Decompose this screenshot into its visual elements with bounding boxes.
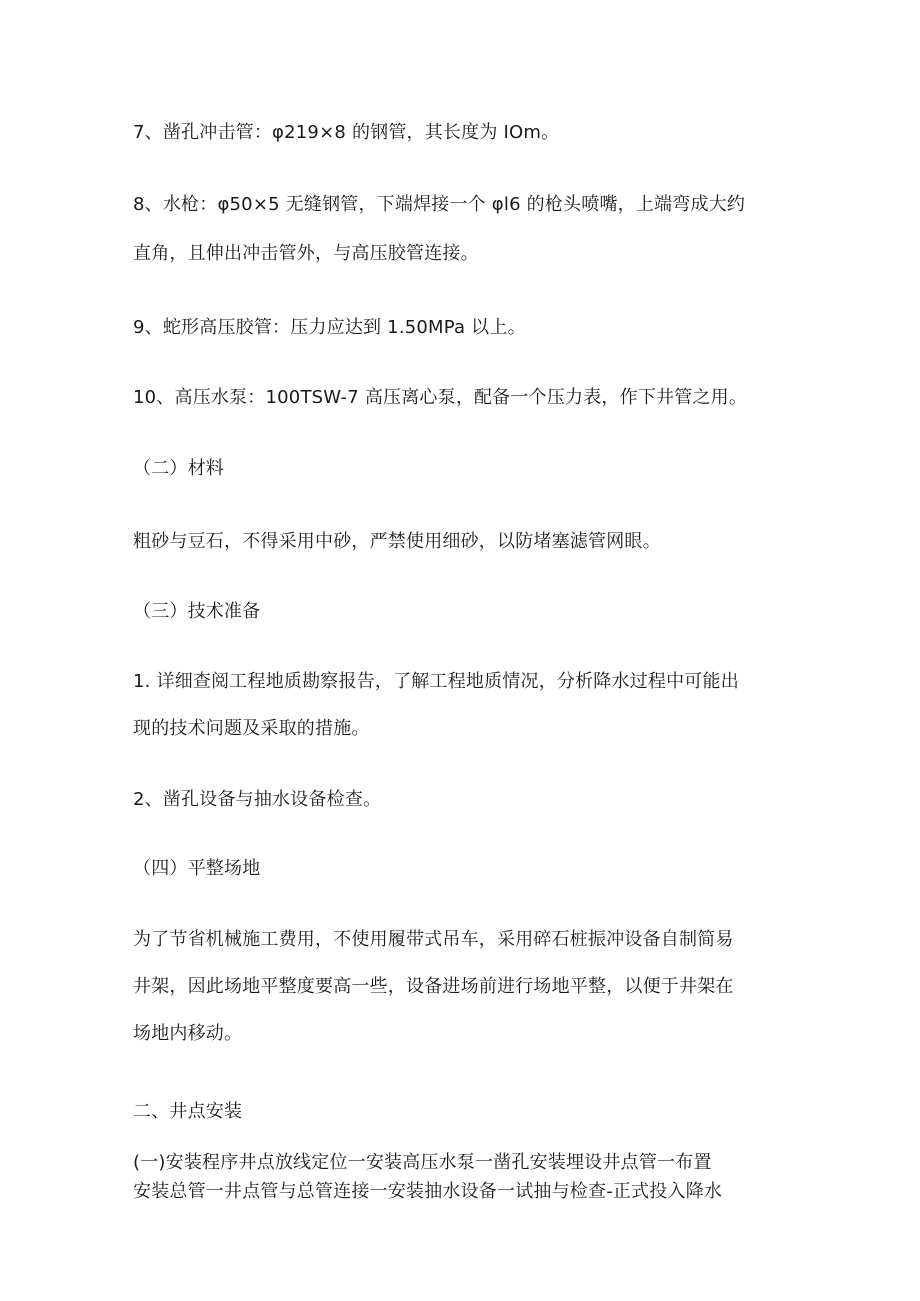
paragraph-install-procedure-line-2: 安装总管一井点管与总管连接一安装抽水设备一试抽与检查-正式投入降水 xyxy=(133,1181,723,1202)
paragraph-item-7: 7、凿孔冲击管：φ219×8 的钢管，其长度为 IOm。 xyxy=(133,122,560,143)
paragraph-item-10: 10、高压水泵：100TSW-7 高压离心泵，配备一个压力表，作下井管之用。 xyxy=(133,387,748,408)
paragraph-tech-prep-2: 2、凿孔设备与抽水设备检查。 xyxy=(133,789,382,810)
paragraph-item-8-line-2: 直角，且伸出冲击管外，与高压胶管连接。 xyxy=(133,243,479,264)
paragraph-site-leveling-line-1: 为了节省机械施工费用，不使用履带式吊车，采用碎石桩振冲设备自制简易 xyxy=(133,929,734,950)
paragraph-materials: 粗砂与豆石，不得采用中砂，严禁使用细砂，以防堵塞滤管网眼。 xyxy=(133,531,661,552)
section-heading-site-leveling: （四）平整场地 xyxy=(133,858,261,879)
paragraph-item-9: 9、蛇形高压胶管：压力应达到 1.50MPa 以上。 xyxy=(133,317,526,338)
section-heading-materials: （二）材料 xyxy=(133,458,224,479)
paragraph-item-8-line-1: 8、水枪：φ50×5 无缝钢管，下端焊接一个 φl6 的枪头喷嘴，上端弯成大约 xyxy=(133,194,746,215)
paragraph-tech-prep-1-line-1: 1. 详细查阅工程地质勘察报告，了解工程地质情况，分析降水过程中可能出 xyxy=(133,671,739,692)
section-heading-tech-prep: （三）技术准备 xyxy=(133,601,261,622)
paragraph-site-leveling-line-2: 井架，因此场地平整度要高一些，设备进场前进行场地平整，以便于井架在 xyxy=(133,976,734,997)
paragraph-install-procedure-line-1: (一)安装程序井点放线定位一安装高压水泵一凿孔安装埋设井点管一布置 xyxy=(133,1152,712,1173)
paragraph-site-leveling-line-3: 场地内移动。 xyxy=(133,1023,243,1044)
section-heading-well-installation: 二、井点安装 xyxy=(133,1101,243,1122)
paragraph-tech-prep-1-line-2: 现的技术问题及采取的措施。 xyxy=(133,718,370,739)
